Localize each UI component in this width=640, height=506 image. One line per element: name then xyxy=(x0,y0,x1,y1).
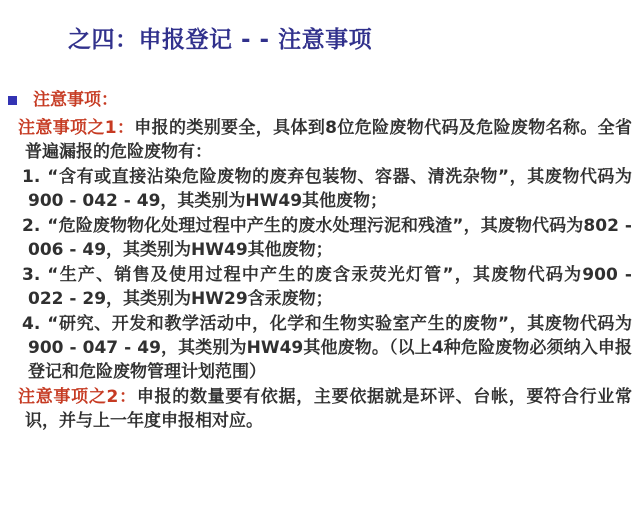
list-item-number: 2. xyxy=(22,216,41,236)
list-item-text: “研究、开发和教学活动中，化学和生物实验室产生的废物”，其废物代码为900 - 047 - 49，其类别为HW49其他废物。（以上4种危险废物必须纳入申报登记和危险废物管理计划范围） xyxy=(28,314,632,382)
square-bullet-icon xyxy=(8,96,17,105)
list-item xyxy=(18,165,632,213)
slide-title: 之四：申报登记 - - 注意事项 xyxy=(68,27,373,53)
note1-label: 注意事项之1： xyxy=(18,118,135,138)
list-item-number: 3. xyxy=(22,265,41,285)
list-item-text: “生产、销售及使用过程中产生的废含汞荧光灯管”，其废物代码为900 - 022 - 29，其类别为HW29含汞废物； xyxy=(28,265,632,309)
notes-heading-row xyxy=(8,88,632,112)
slide-body xyxy=(18,88,632,433)
list-item xyxy=(18,263,632,311)
presentation-slide xyxy=(0,26,640,506)
note1-text: 申报的类别要全，具体到8位危险废物代码及危险废物名称。全省普遍漏报的危险废物有： xyxy=(25,118,632,162)
list-item-number: 4. xyxy=(22,314,41,334)
list-item-number: 1. xyxy=(22,167,41,187)
list-item xyxy=(18,312,632,384)
note1-paragraph xyxy=(18,116,632,164)
list-item xyxy=(18,214,632,262)
list-item-text: “含有或直接沾染危险废物的废弃包装物、容器、清洗杂物”，其废物代码为900 - 042 - 49，其类别为HW49其他废物； xyxy=(28,167,632,211)
notes-heading: 注意事项： xyxy=(33,90,118,110)
list-item-text: “危险废物物化处理过程中产生的废水处理污泥和残渣”，其废物代码为802 - 006 - 49，其类别为HW49其他废物； xyxy=(28,216,632,260)
note2-text: 申报的数量要有依据，主要依据就是环评、台帐，要符合行业常识，并与上一年度申报相对应。 xyxy=(25,387,632,431)
note2-label: 注意事项之2： xyxy=(18,387,137,407)
note2-paragraph xyxy=(18,385,632,433)
